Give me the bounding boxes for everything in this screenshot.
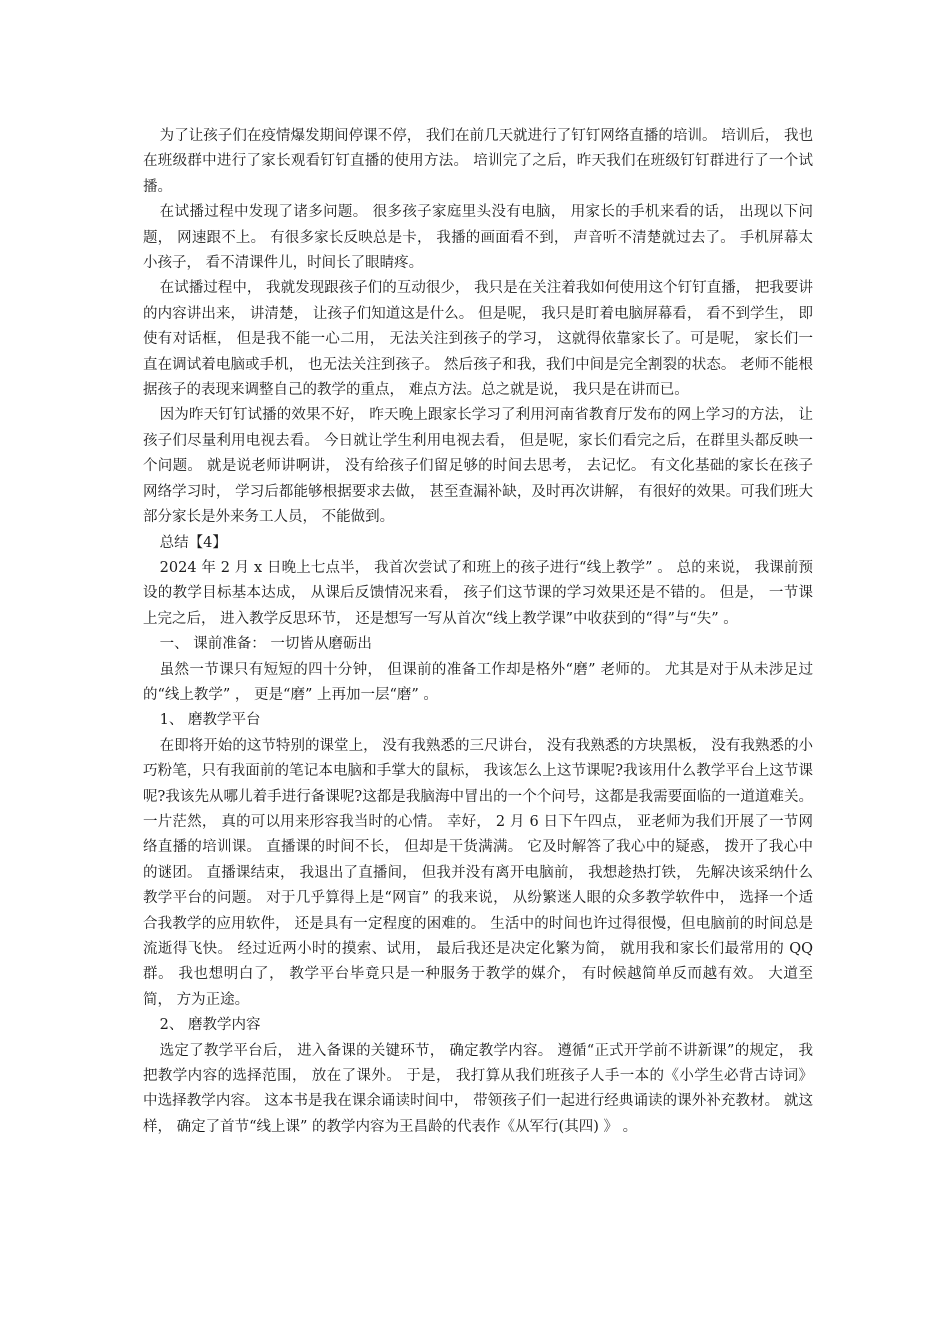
paragraph-4: 因为昨天钉钉试播的效果不好， 昨天晚上跟家长学习了利用河南省教育厅发布的网上学习的方法， 让孩子们尽量利用电视去看。 今日就让学生利用电视去看， 但是呢，家长们看完之后，在群里头都反映一个问题。 就是说老师讲啊讲， 没有给孩子们留足够的时间去思考， 去记忆。 有文化基础的家长在孩子网络学习时， 学习后都能够根据要求去做， 甚至查漏补缺，及时再次讲解， 有很好的效果。可我们班大部分家长是外来务工人员， 不能做到。 [143,407,813,526]
subheading-platform: 1、 磨教学平台 [159,712,261,729]
paragraph-3: 在试播过程中， 我就发现跟孩子们的互动很少， 我只是在关注着我如何使用这个钉钉直播， 把我要讲的内容讲出来， 讲清楚， 让孩子们知道这是什么。 但是呢， 我只是盯着电脑屏幕看， 看不到学生， 即使有对话框， 但是我不能一心二用， 无法关注到孩子的学习， 这就得依靠家长了。可是呢， 家长们一直在调试着电脑或手机， 也无法关注到孩子。 然后孩子和我，我们中间是完全割裂的状态。 老师不能根据孩子的表现来调整自己的教学的重点， 难点方法。总之就是说， 我只是在讲而已。 [143,280,813,399]
paragraph-2: 在试播过程中发现了诸多问题。 很多孩子家庭里头没有电脑， 用家长的手机来看的话， 出现以下问题， 网速跟不上。 有很多家长反映总是卡， 我播的画面看不到， 声音听不清楚就过去了。 手机屏幕太小孩子， 看不清课件儿，时间长了眼睛疼。 [143,204,813,272]
paragraph-5: 2024 年 2 月 x 日晚上七点半， 我首次尝试了和班上的孩子进行“线上教学” 。 总的来说， 我课前预设的教学目标基本达成， 从课后反馈情况来看， 孩子们这节课的学习效果还是不错的。 但是， 一节课上完之后， 进入教学反思环节， 还是想写一写从首次“线上教学课”中收获到的“得”与“失” 。 [143,559,813,627]
paragraph-1: 为了让孩子们在疫情爆发期间停课不停， 我们在前几天就进行了钉钉网络直播的培训。 培训后， 我也在班级群中进行了家长观看钉钉直播的使用方法。 培训完了之后，昨天我们在班级钉钉群进行了一个试播。 [143,128,813,195]
paragraph-8: 选定了教学平台后， 进入备课的关键环节， 确定教学内容。 遵循“正式开学前不讲新课”的规定， 我把教学内容的选择范围， 放在了课外。 于是， 我打算从我们班孩子人手一本的《小学生必背古诗词》 中选择教学内容。 这本书是我在课余诵读时间中， 带领孩子们一起进行经典诵读的课外补充教材。 就这样， 确定了首节“线上课” 的教学内容为王昌龄的代表作《从军行(其四) 》 。 [143,1042,813,1135]
section-heading-summary: 总结【4】 [159,534,227,551]
paragraph-7: 在即将开始的这节特别的课堂上， 没有我熟悉的三尺讲台， 没有我熟悉的方块黑板， 没有我熟悉的小巧粉笔，只有我面前的笔记本电脑和手掌大的鼠标， 我该怎么上这节课呢?我该用什么教学平台上这节课呢?我该先从哪儿着手进行备课呢?这都是我脑海中冒出的一个个问号，这都是我需要面临的一道道难关。 一片茫然， 真的可以用来形容我当时的心情。 幸好， 2 月 6 日下午四点， 亚老师为我们开展了一节网络直播的培训课。 直播课的时间不长， 但却是干货满满。 它及时解答了我心中的疑惑， 拨开了我心中的谜团。 直播课结束， 我退出了直播间， 但我并没有离开电脑前， 我想趁热打铁， 先解决该采纳什么教学平台的问题。 对于几乎算得上是“网盲” 的我来说， 从纷繁迷人眼的众多教学软件中， 选择一个适合我教学的应用软件， 还是具有一定程度的困难的。 生活中的时间也许过得很慢，但电脑前的时间总是流逝得飞快。 经过近两小时的摸索、试用， 最后我还是决定化繁为简， 就用我和家长们最常用的 QQ 群。 我也想明白了， 教学平台毕竟只是一种服务于教学的媒介， 有时候越简单反而越有效。 大道至简， 方为正途。 [143,737,813,1008]
subheading-content: 2、 磨教学内容 [159,1017,261,1034]
document-body [143,124,813,1140]
section-heading-preparation: 一、 课前准备： 一切皆从磨砺出 [159,636,372,653]
paragraph-6: 虽然一节课只有短短的四十分钟， 但课前的准备工作却是格外“磨” 老师的。 尤其是对于从未涉足过的“线上教学” ， 更是“磨” 上再加一层“磨” 。 [143,661,813,703]
